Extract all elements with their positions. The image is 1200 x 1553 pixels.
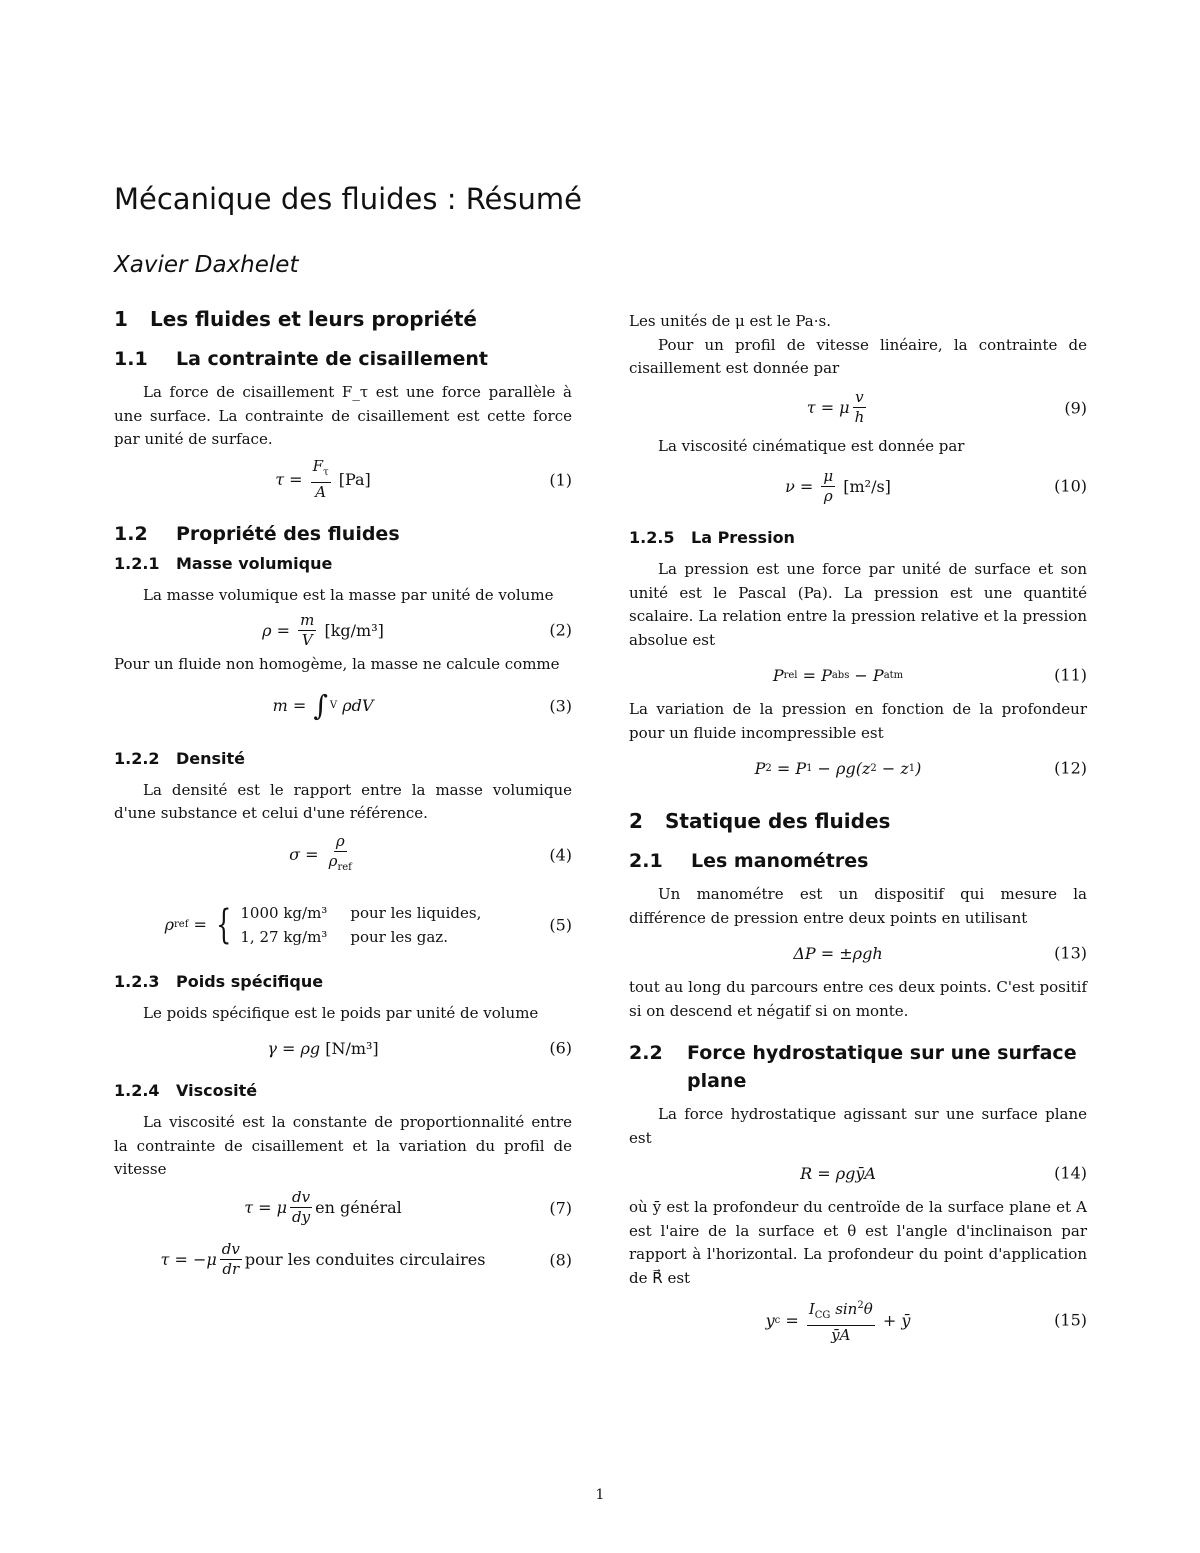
paragraph: Les unités de μ est le Pa·s.	[629, 312, 831, 330]
section-2-1-heading: 2.1 Les manométres	[629, 850, 869, 872]
paragraph: La pression est une force par unité de surface et son unité est le Pascal (Pa). La pression est une quantité scalaire. La relation entre la pression relative et la pression absolue est	[629, 560, 1087, 649]
paragraph: La variation de la pression en fonction de la profondeur pour un fluide incompressible est	[629, 700, 1087, 742]
equation-1: τ = $\frac{F_\tau}{A}$ [Pa] (1)	[275, 457, 572, 501]
equation-3: m = ∫ V ρdV (3)	[272, 689, 572, 722]
paragraph: La viscosité est la constante de proportionnalité entre la contrainte de cisaillement et la variation du profil de vitesse	[114, 1113, 572, 1178]
paragraph: La masse volumique est la masse par unité de volume	[143, 585, 554, 604]
left-column	[114, 305, 572, 1286]
section-1-2-2-heading: 1.2.2 Densité	[114, 748, 246, 768]
equation-10: ν = $\frac{\mu}{\rho}$ [m²/s] (10)	[785, 466, 1087, 505]
paragraph: La viscosité cinématique est donnée par	[658, 436, 965, 455]
equation-15: y c = $\frac{I_{CG} \sin^2\theta}{ȳA}$ + ȳ (15)	[629, 1290, 1087, 1350]
paragraph: tout au long du parcours entre ces deux points. C'est positif si on descend et négatif si on monte.	[629, 978, 1087, 1020]
section-2-heading: 2 Statique des fluides	[629, 809, 891, 833]
paragraph: Un manométre est un dispositif qui mesure la différence de pression entre deux points en utilisant	[629, 885, 1087, 927]
paragraph: Le poids spécifique est le poids par unité de volume	[143, 1003, 539, 1022]
page-title: Mécanique des fluides : Résumé	[114, 182, 582, 216]
equation-4: σ = $\frac{\rho}{\rho_{ref}}$ (4)	[289, 832, 572, 873]
equation-5: ρ ref = { 1000 kg/m³ pour les liquides, 1, 27 kg/m³ pour les gaz. (5)	[164, 901, 572, 948]
section-1-2-3-heading: 1.2.3 Poids spécifique	[114, 971, 324, 991]
equation-11: P rel = P abs − P atm (11)	[772, 665, 1087, 685]
equation-13: ΔP = ±ρgh (13)	[793, 943, 1087, 963]
page-number: 1	[595, 1487, 605, 1503]
equation-8: τ = −μ $\frac{dv}{dr}$ pour les conduites circulaires (8)	[160, 1240, 572, 1278]
equation-14: R = ρgȳA (14)	[800, 1163, 1087, 1183]
section-1-1-heading: 1.1 La contrainte de cisaillement	[114, 348, 489, 370]
section-2-2-heading: 2.2 Force hydrostatique sur une surface plane	[629, 1042, 1077, 1092]
author: Xavier Daxhelet	[114, 252, 299, 278]
paragraph: Pour un profil de vitesse linéaire, la contrainte de cisaillement est donnée par	[629, 335, 1087, 377]
section-1-2-heading: 1.2 Propriété des fluides	[114, 522, 400, 545]
paragraph: La force de cisaillement F_τ est une force parallèle à une surface. La contrainte de cisaillement est cette force par unité de surface.	[114, 383, 572, 448]
section-1-2-4-heading: 1.2.4 Viscosité	[114, 1081, 258, 1100]
equation-9: τ = μ $\frac{v}{h}$ (9)	[806, 388, 1087, 426]
paragraph: où ȳ est la profondeur du centroïde de la surface plane et A est l'aire de la surface et θ est l'angle d'inclinaison par rapport à l'horizontal. La profondeur du point d'application de R⃗ est	[629, 1198, 1087, 1287]
equation-6: γ = ρg [N/m³] (6)	[267, 1038, 572, 1058]
paragraph: La force hydrostatique agissant sur une surface plane est	[629, 1105, 1087, 1147]
right-column	[629, 310, 1087, 1350]
section-1-2-5-heading: 1.2.5 La Pression	[629, 528, 795, 547]
section-1-heading: 1 Les fluides et leurs propriété	[114, 307, 477, 331]
paragraph: Pour un fluide non homogème, la masse ne calcule comme	[114, 655, 560, 673]
equation-12: P 2 = P 1 − ρg(z 2 − z 1 ) (12)	[754, 758, 1087, 778]
section-1-2-1-heading: 1.2.1 Masse volumique	[114, 553, 333, 573]
paragraph: La densité est le rapport entre la masse volumique d'une substance et celui d'une référence.	[114, 780, 572, 822]
equation-7: τ = μ $\frac{dv}{dy}$ en général (7)	[244, 1188, 572, 1226]
equation-2: ρ = $\frac{m}{V}$ [kg/m³] (2)	[262, 610, 572, 649]
